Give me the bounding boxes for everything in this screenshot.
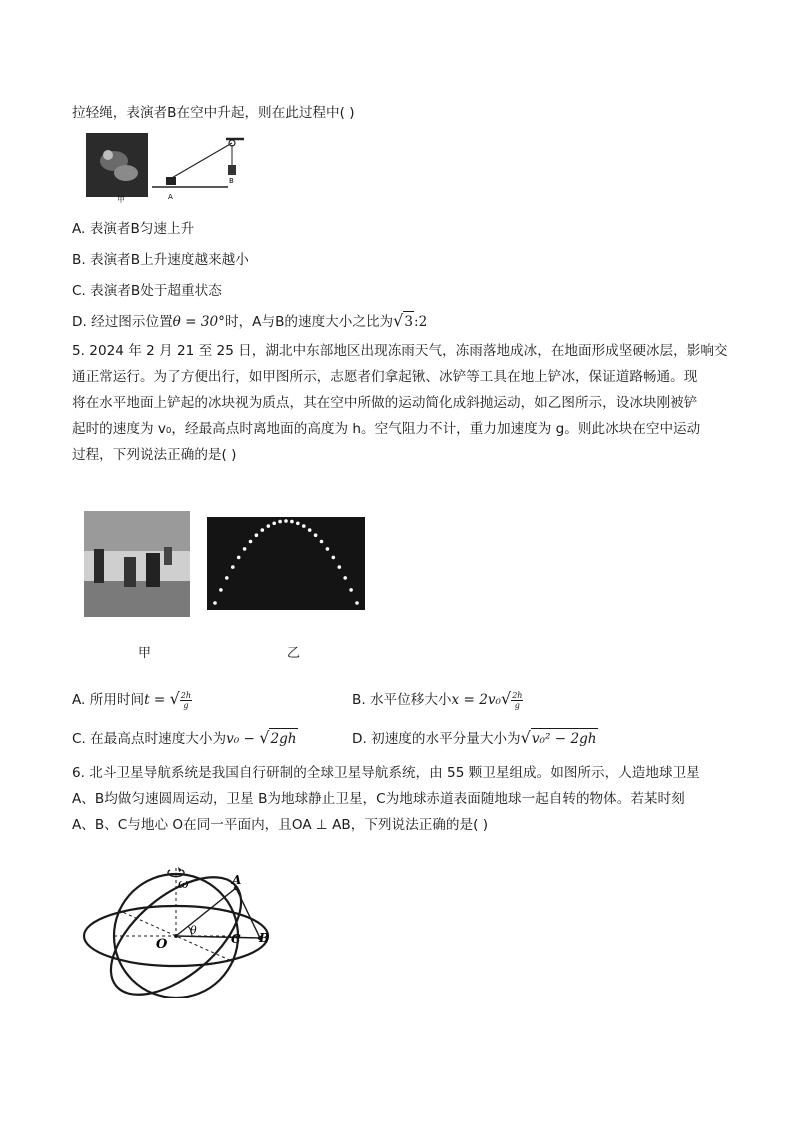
trajectory-dot [219,588,223,592]
q6-stem: 6. 北斗卫星导航系统是我国自行研制的全球卫星导航系统，由 55 颗卫星组成。如图所示，人造地球卫星 A、B均做匀速圆周运动，卫星 B为地球静止卫星，C为地球赤道表面随地球一起自转的物体。若某时刻 A、B、C与地心 O在同一平面内，且OA ⊥ AB，下列说法正确的是( ) [72,765,700,833]
trajectory-dot [272,522,276,526]
performer-b [228,165,236,175]
trajectory-dot [213,601,217,605]
q4-option-a: A. 表演者B匀速上升 [72,221,195,237]
q5-caption-yi: 乙 [287,646,301,661]
label-b: B [229,177,234,185]
q5-option-b: B. 水平位移大小x = 2v₀√ $\frac{2h}{g}$ [352,689,523,710]
q4-option-c: C. 表演者B处于超重状态 [72,283,222,299]
trajectory-dot [326,547,330,551]
q6-orbit-figure [78,858,278,998]
trajectory-dot [243,547,247,551]
line-ob [176,936,260,938]
trajectory-dot [231,565,235,569]
rope [170,143,232,179]
trajectory-dot [278,520,282,524]
label-o: O [156,937,168,952]
label-a: A [232,873,242,887]
trajectory-dot [320,540,324,544]
q5-photo-jia [84,511,190,617]
q5-stem: 5. 2024 年 2 月 21 至 25 日，湖北中东部地区出现冻雨天气，冻雨落地成冰，在地面形成坚硬冰层，影响交 通正常运行。为了方便出行，如甲图所示，志愿者们拿起锹、冰铲等工具在地上铲冰，保证道路畅通。现 将在水平地面上铲起的冰块视为质点，其在空中所做的运动简化成斜抛运动，如乙图所示，设冰块刚被铲 起时的速度为 v₀，经最高点时离地面的高度为 h。空气阻力不计，重力加速度为 g。则此冰块在空中运动 过程，下列说法正确的是( ) [72,343,728,463]
label-c: C [231,932,241,946]
trajectory-dot [349,588,353,592]
q4-figure-caption: 甲 [117,195,125,204]
trajectory-dot [237,556,241,560]
trajectory-dot [225,576,229,580]
trajectory-dot [308,528,312,532]
trajectory-dot [249,540,253,544]
trajectory-dot [314,533,318,537]
q4-option-d: D. 经过图示位置θ = 30°时，A与B的速度大小之比为√3:2 [72,311,428,330]
q5-option-c: C. 在最高点时速度大小为v₀ − √2gh [72,728,297,747]
performer-a [166,177,176,185]
q5-option-a: A. 所用时间t = √ $\frac{2h}{g}$ [72,689,192,710]
trajectory-dot [290,520,294,524]
trajectory-dot [284,519,288,523]
trajectory-dot [267,524,271,528]
label-theta: θ [190,924,197,937]
q4-figure [86,133,246,207]
label-omega: ω [178,877,189,892]
trajectory-dot [302,524,306,528]
label-b: B [259,931,270,945]
q4-stem-tail: 拉轻绳，表演者B在空中升起，则在此过程中( ) [72,105,355,121]
q5-caption-jia: 甲 [138,646,152,661]
trajectory-dot [338,565,342,569]
trajectory-dot [255,533,259,537]
trajectory-dot [343,576,347,580]
trajectory-dot [261,528,265,532]
label-a: A [168,193,173,201]
trajectory-dot [355,601,359,605]
trajectory-dot [296,522,300,526]
trajectory-dot [332,556,336,560]
q5-option-d: D. 初速度的水平分量大小为√v₀² − 2gh [352,728,597,747]
q4-option-b: B. 表演者B上升速度越来越小 [72,252,249,268]
q5-trajectory-yi [207,517,365,610]
